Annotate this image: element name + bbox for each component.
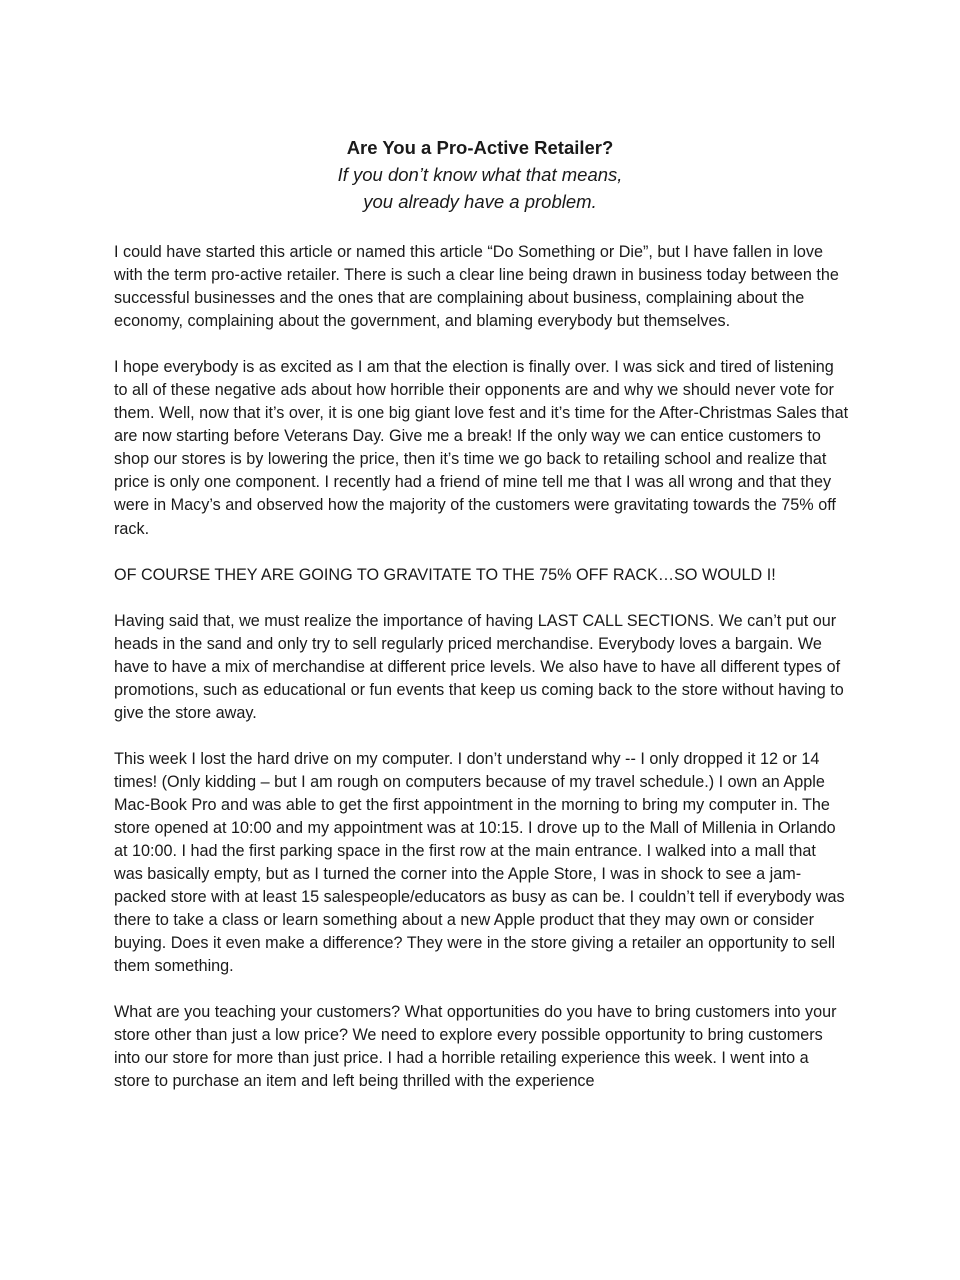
article-body: [114, 241, 849, 1094]
title-block: [0, 134, 960, 215]
paragraph-apple-store: This week I lost the hard drive on my computer. I don’t understand why -- I only dropped it 12 or 14 times! (Only kidding – but I am rough on computers because of my travel schedule.) I own an Apple Mac-Book Pro and was able to get the first appointment in the morning to bring my computer in. The store opened at 10:00 and my appointment was at 10:15. I drove up to the Mall of Millenia in Orlando at 10:00. I had the first parking space in the first row at the main entrance. I walked into a mall that was basically empty, but as I turned the corner into the Apple Store, I was in shock to see a jam-packed store with at least 15 salespeople/educators as busy as can be. I couldn’t tell if everybody was there to take a class or learn something about a new Apple product that they may own or consider buying. Does it even make a difference? They were in the store giving a retailer an opportunity to sell them something.: [114, 749, 845, 976]
paragraph-intro: I could have started this article or named this article “Do Something or Die”, but I have fallen in love with the term pro-active retailer. There is such a clear line being drawn in business today between the successful businesses and the ones that are complaining about business, complaining about the economy, complaining about the government, and blaming everybody but themselves.: [114, 243, 839, 331]
paragraph-last-call: Having said that, we must realize the importance of having LAST CALL SECTIONS. We can’t put our heads in the sand and only try to sell regularly priced merchandise. Everybody loves a bargain. We have to have a mix of merchandise at different price levels. We also have to have all different types of promotions, such as educational or fun events that keep us coming back to the store without having to give the store away.: [114, 611, 844, 722]
article-title: Are You a Pro-Active Retailer?: [346, 137, 614, 158]
paragraph-emphasis: OF COURSE THEY ARE GOING TO GRAVITATE TO THE 75% OFF RACK…SO WOULD I!: [114, 565, 776, 584]
article-subtitle-line-2: you already have a problem.: [363, 191, 597, 212]
paragraph-election: I hope everybody is as excited as I am that the election is finally over. I was sick and tired of listening to all of these negative ads about how horrible their opponents are and why we should never vote for them. Well, now that it’s over, it is one big giant love fest and it’s time for the After-Christmas Sales that are now starting before Veterans Day. Give me a break! If the only way we can entice customers to shop our stores is by lowering the price, then it’s time we go back to retailing school and realize that price is only one component. I recently had a friend of mine tell me that I was all wrong and that they were in Macy’s and observed how the majority of the customers were gravitating towards the 75% off rack.: [114, 358, 849, 538]
paragraph-customers: What are you teaching your customers? What opportunities do you have to bring customers into your store other than just a low price? We need to explore every possible opportunity to bring customers into our store for more than just price. I had a horrible retailing experience this week. I went into a store to purchase an item and left being thrilled with the experience: [114, 1003, 837, 1091]
article-subtitle-line-1: If you don’t know what that means,: [337, 164, 623, 185]
